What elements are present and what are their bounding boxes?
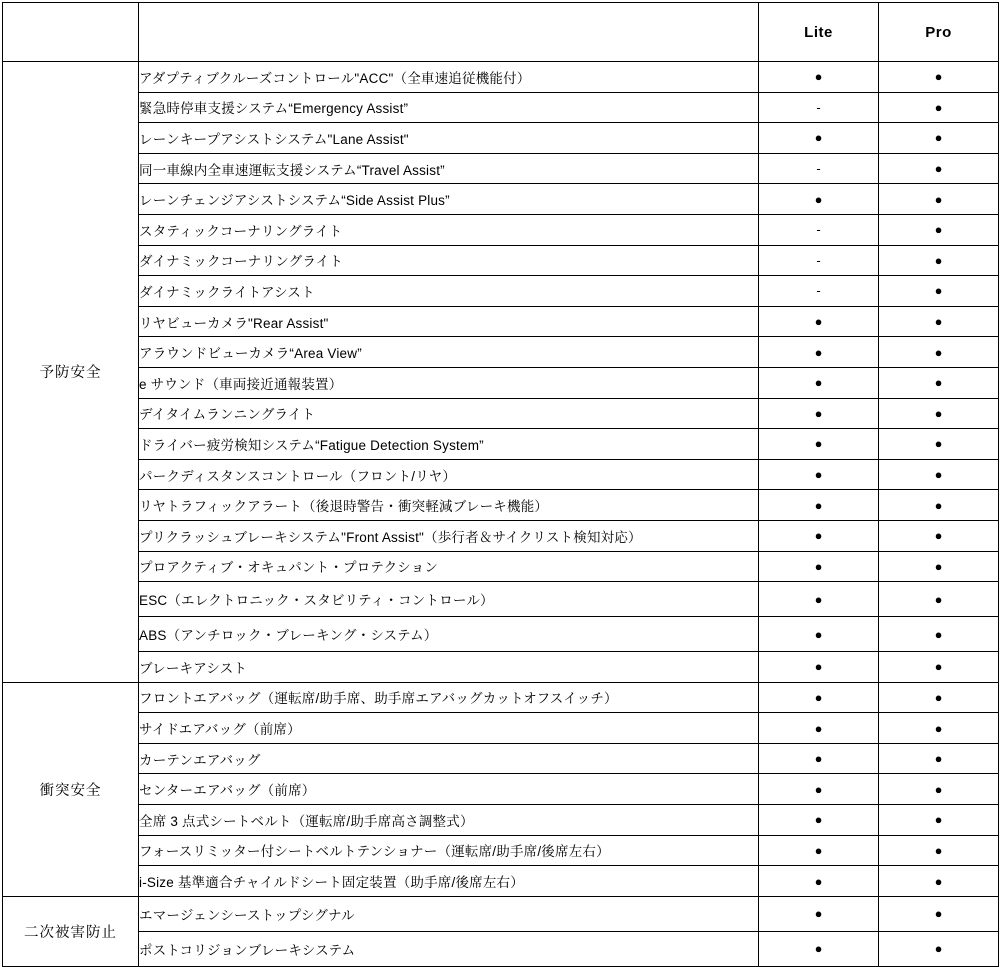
feature-name-cell: センターエアバッグ（前席） <box>139 774 759 805</box>
availability-cell-lite <box>759 582 879 617</box>
table-row <box>3 429 999 460</box>
availability-cell-pro <box>879 805 999 836</box>
available-dot-icon: ● <box>814 314 823 330</box>
availability-cell-pro <box>879 652 999 683</box>
available-dot-icon: ● <box>934 720 943 736</box>
feature-name-cell: ドライバー疲労検知システム“Fatigue Detection System” <box>139 429 759 460</box>
availability-cell-pro <box>879 62 999 93</box>
feature-name-cell: エマージェンシーストップシグナル <box>139 896 759 931</box>
available-dot-icon: ● <box>814 69 823 85</box>
available-dot-icon: ● <box>814 375 823 391</box>
table-row <box>3 276 999 307</box>
category-cell: 衝突安全 <box>3 682 139 896</box>
feature-name-cell: 同一車線内全車速運転支援システム“Travel Assist” <box>139 153 759 184</box>
availability-cell-lite <box>759 743 879 774</box>
feature-name-cell: リヤトラフィックアラート（後退時警告・衝突軽減ブレーキ機能） <box>139 490 759 521</box>
availability-cell-pro <box>879 153 999 184</box>
available-dot-icon: ● <box>814 873 823 889</box>
feature-name-cell: アダプティブクルーズコントロール"ACC"（全車速追従機能付） <box>139 62 759 93</box>
table-row <box>3 551 999 582</box>
header-grade-lite: Lite <box>759 3 879 62</box>
table-row <box>3 931 999 966</box>
table-row <box>3 774 999 805</box>
availability-cell-lite <box>759 429 879 460</box>
available-dot-icon: ● <box>934 375 943 391</box>
feature-name-cell: フロントエアバッグ（運転席/助手席、助手席エアバッグカットオフスイッチ） <box>139 682 759 713</box>
feature-name-cell: アラウンドビューカメラ“Area View” <box>139 337 759 368</box>
feature-name-cell: ダイナミックコーナリングライト <box>139 245 759 276</box>
feature-name-cell: リヤビューカメラ"Rear Assist" <box>139 306 759 337</box>
table-row <box>3 184 999 215</box>
available-dot-icon: ● <box>934 842 943 858</box>
available-dot-icon: ● <box>814 344 823 360</box>
table-row <box>3 520 999 551</box>
availability-cell-lite <box>759 713 879 744</box>
availability-cell-pro <box>879 617 999 652</box>
availability-cell-lite <box>759 490 879 521</box>
availability-cell-lite <box>759 774 879 805</box>
available-dot-icon: ● <box>814 941 823 957</box>
availability-cell-lite <box>759 398 879 429</box>
available-dot-icon: ● <box>934 99 943 115</box>
available-dot-icon: ● <box>934 626 943 642</box>
availability-cell-pro <box>879 184 999 215</box>
availability-cell-lite <box>759 184 879 215</box>
table-row <box>3 62 999 93</box>
feature-name-cell: パークディスタンスコントロール（フロント/リヤ） <box>139 459 759 490</box>
feature-name-cell: レーンキープアシストシステム"Lane Assist" <box>139 123 759 154</box>
table-row <box>3 805 999 836</box>
not-available-dash-icon: - <box>816 252 821 268</box>
feature-name-cell: ABS（アンチロック・ブレーキング・システム） <box>139 617 759 652</box>
available-dot-icon: ● <box>814 467 823 483</box>
availability-cell-lite <box>759 459 879 490</box>
category-cell: 二次被害防止 <box>3 896 139 966</box>
not-available-dash-icon: - <box>816 99 821 115</box>
available-dot-icon: ● <box>934 751 943 767</box>
availability-cell-lite <box>759 835 879 866</box>
table-row <box>3 123 999 154</box>
availability-cell-lite <box>759 62 879 93</box>
availability-cell-lite <box>759 652 879 683</box>
available-dot-icon: ● <box>934 558 943 574</box>
available-dot-icon: ● <box>934 344 943 360</box>
feature-name-cell: カーテンエアバッグ <box>139 743 759 774</box>
available-dot-icon: ● <box>814 689 823 705</box>
table-row <box>3 459 999 490</box>
feature-name-cell: プリクラッシュブレーキシステム"Front Assist"（歩行者＆サイクリスト検知対応） <box>139 520 759 551</box>
available-dot-icon: ● <box>934 873 943 889</box>
availability-cell-pro <box>879 92 999 123</box>
available-dot-icon: ● <box>934 781 943 797</box>
availability-cell-pro <box>879 713 999 744</box>
available-dot-icon: ● <box>814 906 823 922</box>
available-dot-icon: ● <box>934 161 943 177</box>
available-dot-icon: ● <box>934 812 943 828</box>
available-dot-icon: ● <box>934 283 943 299</box>
availability-cell-pro <box>879 774 999 805</box>
availability-cell-pro <box>879 276 999 307</box>
feature-name-cell: レーンチェンジアシストシステム“Side Assist Plus” <box>139 184 759 215</box>
feature-name-cell: ESC（エレクトロニック・スタビリティ・コントロール） <box>139 582 759 617</box>
availability-cell-pro <box>879 459 999 490</box>
header-feature-blank <box>139 3 759 62</box>
availability-cell-lite <box>759 306 879 337</box>
header-row <box>3 3 999 62</box>
availability-cell-pro <box>879 896 999 931</box>
category-cell: 予防安全 <box>3 62 139 683</box>
available-dot-icon: ● <box>934 941 943 957</box>
feature-name-cell: ブレーキアシスト <box>139 652 759 683</box>
feature-name-cell: ポストコリジョンブレーキシステム <box>139 931 759 966</box>
table-row <box>3 398 999 429</box>
availability-cell-pro <box>879 866 999 897</box>
table-row <box>3 306 999 337</box>
header-category-blank <box>3 3 139 62</box>
table-body <box>3 62 999 967</box>
availability-cell-pro <box>879 337 999 368</box>
availability-cell-lite <box>759 245 879 276</box>
table-row <box>3 617 999 652</box>
equipment-spec-table <box>2 2 999 967</box>
availability-cell-pro <box>879 306 999 337</box>
availability-cell-pro <box>879 398 999 429</box>
availability-cell-pro <box>879 682 999 713</box>
availability-cell-lite <box>759 123 879 154</box>
availability-cell-lite <box>759 682 879 713</box>
feature-name-cell: i-Size 基準適合チャイルドシート固定装置（助手席/後席左右） <box>139 866 759 897</box>
feature-name-cell: e サウンド（車両接近通報装置） <box>139 367 759 398</box>
table-row <box>3 743 999 774</box>
available-dot-icon: ● <box>934 436 943 452</box>
availability-cell-pro <box>879 835 999 866</box>
available-dot-icon: ● <box>934 906 943 922</box>
available-dot-icon: ● <box>814 842 823 858</box>
available-dot-icon: ● <box>814 405 823 421</box>
available-dot-icon: ● <box>814 720 823 736</box>
availability-cell-pro <box>879 490 999 521</box>
available-dot-icon: ● <box>934 222 943 238</box>
availability-cell-pro <box>879 743 999 774</box>
available-dot-icon: ● <box>814 191 823 207</box>
available-dot-icon: ● <box>934 130 943 146</box>
availability-cell-pro <box>879 582 999 617</box>
feature-name-cell: 全席 3 点式シートベルト（運転席/助手席高さ調整式） <box>139 805 759 836</box>
table-row <box>3 652 999 683</box>
availability-cell-pro <box>879 520 999 551</box>
availability-cell-pro <box>879 429 999 460</box>
feature-name-cell: ダイナミックライトアシスト <box>139 276 759 307</box>
availability-cell-lite <box>759 214 879 245</box>
available-dot-icon: ● <box>814 751 823 767</box>
available-dot-icon: ● <box>814 659 823 675</box>
available-dot-icon: ● <box>934 405 943 421</box>
table-row <box>3 245 999 276</box>
availability-cell-lite <box>759 866 879 897</box>
available-dot-icon: ● <box>814 558 823 574</box>
available-dot-icon: ● <box>814 591 823 607</box>
availability-cell-pro <box>879 367 999 398</box>
available-dot-icon: ● <box>934 689 943 705</box>
availability-cell-lite <box>759 337 879 368</box>
feature-name-cell: 緊急時停車支援システム“Emergency Assist” <box>139 92 759 123</box>
availability-cell-lite <box>759 92 879 123</box>
table-row <box>3 835 999 866</box>
table-row <box>3 214 999 245</box>
available-dot-icon: ● <box>934 69 943 85</box>
available-dot-icon: ● <box>934 497 943 513</box>
availability-cell-lite <box>759 367 879 398</box>
feature-name-cell: プロアクティブ・オキュパント・プロテクション <box>139 551 759 582</box>
available-dot-icon: ● <box>814 812 823 828</box>
not-available-dash-icon: - <box>816 222 821 238</box>
table-row <box>3 153 999 184</box>
available-dot-icon: ● <box>814 130 823 146</box>
available-dot-icon: ● <box>934 591 943 607</box>
available-dot-icon: ● <box>934 467 943 483</box>
available-dot-icon: ● <box>814 626 823 642</box>
table-row <box>3 866 999 897</box>
availability-cell-lite <box>759 520 879 551</box>
not-available-dash-icon: - <box>816 283 821 299</box>
availability-cell-pro <box>879 931 999 966</box>
available-dot-icon: ● <box>934 314 943 330</box>
table-row <box>3 713 999 744</box>
table-row <box>3 582 999 617</box>
feature-name-cell: サイドエアバッグ（前席） <box>139 713 759 744</box>
feature-name-cell: デイタイムランニングライト <box>139 398 759 429</box>
table-header <box>3 3 999 62</box>
availability-cell-pro <box>879 214 999 245</box>
availability-cell-lite <box>759 805 879 836</box>
available-dot-icon: ● <box>814 528 823 544</box>
availability-cell-lite <box>759 617 879 652</box>
available-dot-icon: ● <box>934 252 943 268</box>
available-dot-icon: ● <box>934 659 943 675</box>
table-row <box>3 896 999 931</box>
feature-name-cell: フォースリミッター付シートベルトテンショナー（運転席/助手席/後席左右） <box>139 835 759 866</box>
available-dot-icon: ● <box>814 497 823 513</box>
available-dot-icon: ● <box>814 436 823 452</box>
availability-cell-lite <box>759 896 879 931</box>
table-row <box>3 490 999 521</box>
not-available-dash-icon: - <box>816 161 821 177</box>
table-row <box>3 92 999 123</box>
header-grade-pro: Pro <box>879 3 999 62</box>
availability-cell-pro <box>879 245 999 276</box>
feature-name-cell: スタティックコーナリングライト <box>139 214 759 245</box>
available-dot-icon: ● <box>934 528 943 544</box>
availability-cell-pro <box>879 551 999 582</box>
availability-cell-pro <box>879 123 999 154</box>
table-row <box>3 337 999 368</box>
availability-cell-lite <box>759 931 879 966</box>
availability-cell-lite <box>759 153 879 184</box>
availability-cell-lite <box>759 551 879 582</box>
available-dot-icon: ● <box>814 781 823 797</box>
table-row <box>3 682 999 713</box>
availability-cell-lite <box>759 276 879 307</box>
available-dot-icon: ● <box>934 191 943 207</box>
table-row <box>3 367 999 398</box>
